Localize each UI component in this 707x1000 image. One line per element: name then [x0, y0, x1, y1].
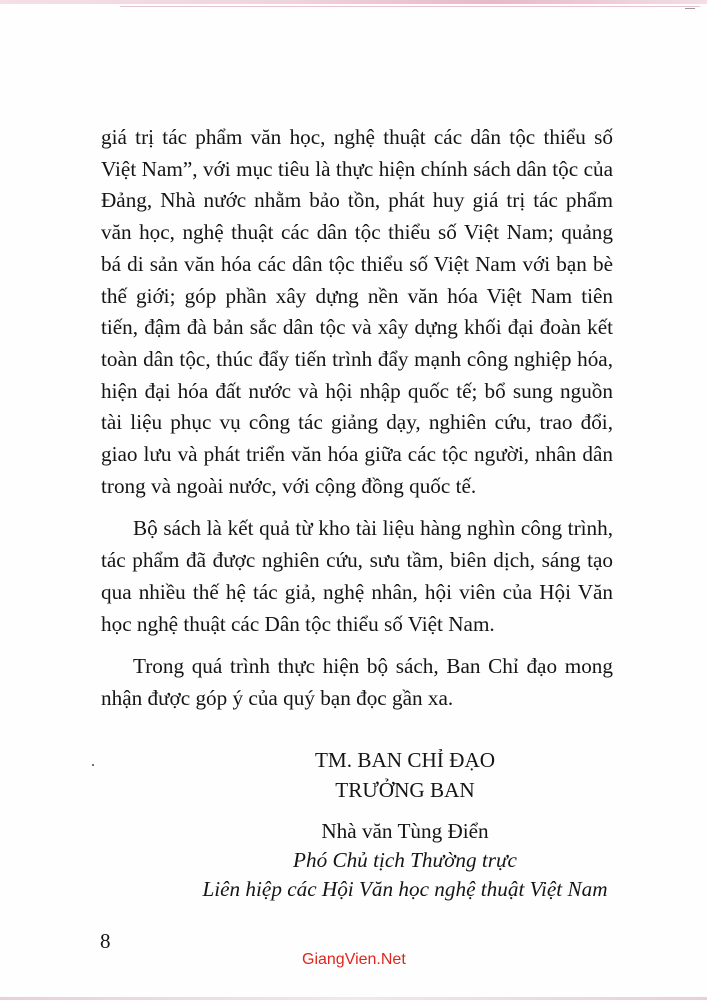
paragraph-3: Trong quá trình thực hiện bộ sách, Ban Chỉ đạo mong nhận được góp ý của quý bạn đọc gần xa.	[101, 654, 613, 710]
page-top-rule	[120, 6, 700, 7]
scan-speck	[92, 764, 94, 766]
signature-name: Nhà văn Tùng Điển	[321, 819, 489, 843]
page-number: 8	[100, 929, 111, 953]
signature-title: Phó Chủ tịch Thường trực	[293, 848, 517, 872]
watermark: GiangVien.Net	[302, 951, 406, 968]
signature-line-2: TRƯỞNG BAN	[335, 778, 475, 802]
paragraph-1: giá trị tác phẩm văn học, nghệ thuật các dân tộc thiểu số Việt Nam”, với mục tiêu là thực hiện chính sách dân tộc của Đảng, Nhà nước nhằm bảo tồn, phát huy giá trị tác phẩm văn học, nghệ thuật các dân tộc thiểu số Việt Nam; quảng bá di sản văn hóa các dân tộc thiểu số Việt Nam với bạn bè thế giới; góp phần xây dựng nền văn hóa Việt Nam tiên tiến, đậm đà bản sắc dân tộc và xây dựng khối đại đoàn kết toàn dân tộc, thúc đẩy tiến trình đẩy mạnh công nghiệp hóa, hiện đại hóa đất nước và hội nhập quốc tế; bổ sung nguồn tài liệu phục vụ công tác giảng dạy, nghiên cứu, trao đổi, giao lưu và phát triển văn hóa giữa các tộc người, nhân dân trong và ngoài nước, với cộng đồng quốc tế.	[101, 125, 613, 498]
signature-organization-block	[180, 745, 630, 805]
page-top-edge	[0, 0, 707, 4]
signature-line-1: TM. BAN CHỈ ĐẠO	[314, 748, 496, 772]
signature-author-block	[180, 817, 630, 904]
paragraph-2: Bộ sách là kết quả từ kho tài liệu hàng nghìn công trình, tác phẩm đã được nghiên cứu, sưu tầm, biên dịch, sáng tạo qua nhiều thế hệ tác giả, nghệ nhân, hội viên của Hội Văn học nghệ thuật các Dân tộc thiểu số Việt Nam.	[101, 516, 613, 636]
signature-organization: Liên hiệp các Hội Văn học nghệ thuật Việt Nam	[202, 877, 608, 901]
body-text	[101, 122, 613, 715]
corner-mark	[685, 8, 695, 9]
